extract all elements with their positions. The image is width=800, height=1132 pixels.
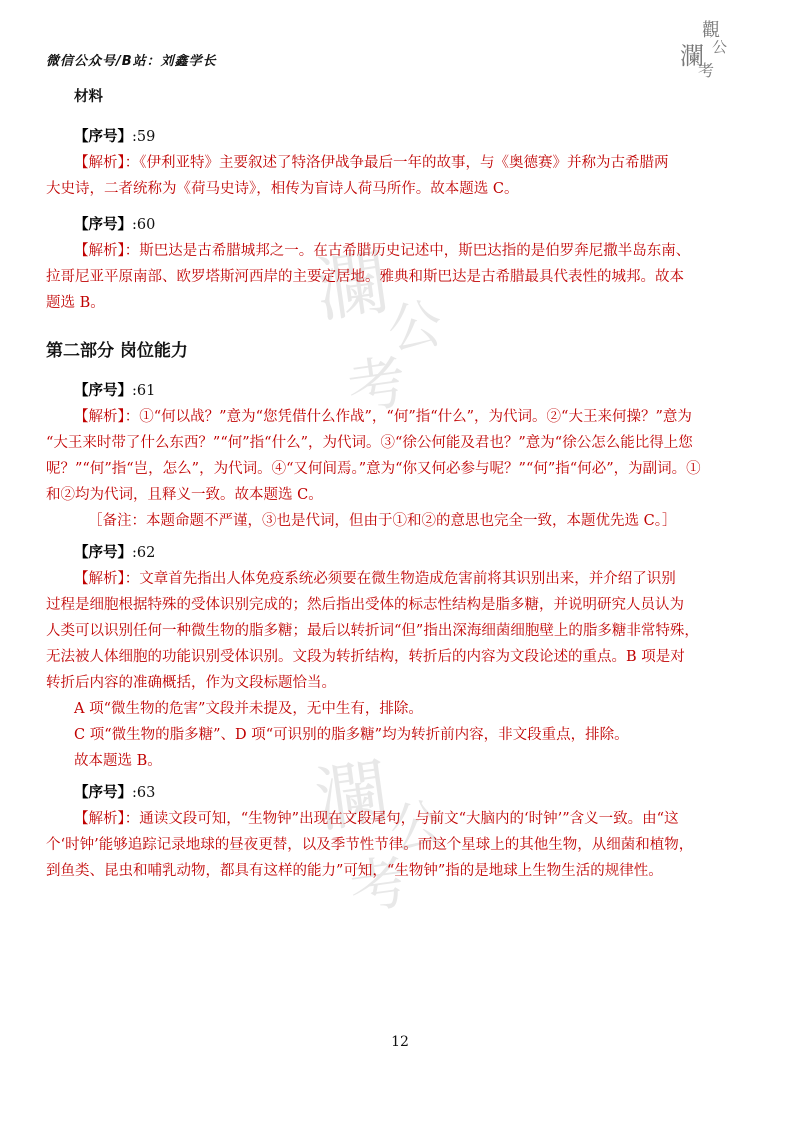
analysis-line: 拉哥尼亚平原南部、欧罗塔斯河西岸的主要定居地。雅典和斯巴达是古希腊最具代表性的城邦。故本 [46, 269, 684, 285]
header-text: 微信公众号/B站：刘鑫学长 [46, 54, 217, 69]
analysis-line: 无法被人体细胞的功能识别受体识别。文段为转折结构，转折后的内容为文段论述的重点。B 项是对 [46, 649, 685, 665]
analysis-line: ：斯巴达是古希腊城邦之一。在古希腊历史记述中，斯巴达指的是伯罗奔尼撒半岛东南、 [124, 243, 691, 259]
seq-label: 【序号】 [74, 216, 132, 233]
seq-label: 【序号】 [74, 544, 132, 561]
answer-item-61 [46, 378, 766, 534]
note: ［备注：本题命题不严谨，③也是代词，但由于①和②的意思也完全一致，本题优先选 C。］ [88, 513, 677, 529]
analysis-label: 【解析】 [74, 243, 125, 259]
analysis-line: 过程是细胞根据特殊的受体识别完成的；然后指出受体的标志性结构是脂多糖，并说明研究人员认为 [46, 597, 684, 613]
watermark-char: 公 [385, 791, 449, 862]
analysis-label: 【解析】 [74, 155, 125, 171]
logo-char: 公 [712, 38, 728, 56]
analysis-label: 【解析】 [74, 409, 125, 425]
answer-item-59 [46, 124, 766, 202]
analysis-line: 呢？”“何”指“岂，怎么”，为代词。④“又何间焉。”意为“你又何必参与呢？”“何”指“何必”，为副词。① [46, 461, 701, 477]
watermark-char: 瀾 [310, 749, 394, 843]
seq-number: :60 [132, 217, 156, 233]
seq-number: :61 [132, 383, 156, 399]
analysis-line: ：通读文段可知，“生物钟”出现在文段尾句，与前文“大脑内的‘时钟’”含义一致。由“这 [124, 811, 679, 827]
analysis-line: ：①“何以战？”意为“您凭借什么作战”，“何”指“什么”，为代词。②“大王来何操？”意为 [124, 409, 692, 425]
logo [676, 14, 742, 80]
option-explanation: A 项“微生物的危害”文段并未提及，无中生有，排除。 [74, 701, 423, 717]
watermark-char: 考 [343, 347, 411, 423]
watermark-char: 瀾 [310, 239, 394, 333]
logo-char: 瀾 [680, 42, 704, 70]
analysis-line: 和②均为代词，且释义一致。故本题选 C。 [46, 487, 323, 503]
watermark-char: 考 [345, 847, 413, 923]
answer-item-62 [46, 540, 766, 774]
seq-number: :62 [132, 545, 156, 561]
section-title: 第二部分 岗位能力 [46, 341, 188, 361]
analysis-line: 个‘时钟’能够追踪记录地球的昼夜更替，以及季节性节律。而这个星球上的其他生物，从细菌和植物， [46, 837, 694, 853]
page-number: 12 [391, 1034, 409, 1050]
logo-char: 考 [698, 61, 715, 80]
analysis-line: ：文章首先指出人体免疫系统必须要在微生物造成危害前将其识别出来，并介绍了识别 [124, 571, 676, 587]
analysis-line: 人类可以识别任何一种微生物的脂多糖；最后以转折词“但”指出深海细菌细胞壁上的脂多糖非常特殊， [46, 623, 699, 639]
seq-label: 【序号】 [74, 382, 132, 399]
analysis-label: 【解析】 [74, 811, 125, 827]
analysis-line: 转折后内容的准确概括，作为文段标题恰当。 [46, 675, 336, 691]
analysis-label: 【解析】 [74, 571, 125, 587]
seq-number: :63 [132, 785, 156, 801]
seq-number: :59 [132, 129, 156, 145]
analysis-line: 大史诗，二者统称为《荷马史诗》，相传为盲诗人荷马所作。故本题选 C。 [46, 181, 519, 197]
intro-line: 材料 [74, 88, 103, 105]
analysis-line: ：《伊利亚特》主要叙述了特洛伊战争最后一年的故事，与《奥德赛》并称为古希腊两 [124, 155, 669, 171]
conclusion: 故本题选 B。 [74, 753, 162, 769]
option-explanation: C 项“微生物的脂多糖”、D 项“可识别的脂多糖”均为转折前内容，非文段重点，排除。 [74, 727, 629, 743]
analysis-line: 到鱼类、昆虫和哺乳动物，都具有这样的能力”可知，“生物钟”指的是地球上生物生活的规律性。 [46, 863, 663, 879]
answer-item-60 [46, 212, 766, 316]
watermark-char: 公 [383, 291, 447, 362]
seq-label: 【序号】 [74, 784, 132, 801]
answer-item-63 [46, 780, 766, 884]
seq-label: 【序号】 [74, 128, 132, 145]
logo-char: 觀 [702, 20, 720, 41]
page-content [46, 84, 766, 884]
analysis-line: “大王来时带了什么东西？”“何”指“什么”，为代词。③“徐公何能及君也？”意为“徐公怎么能比得上您 [46, 435, 693, 451]
analysis-line: 题选 B。 [46, 295, 105, 311]
